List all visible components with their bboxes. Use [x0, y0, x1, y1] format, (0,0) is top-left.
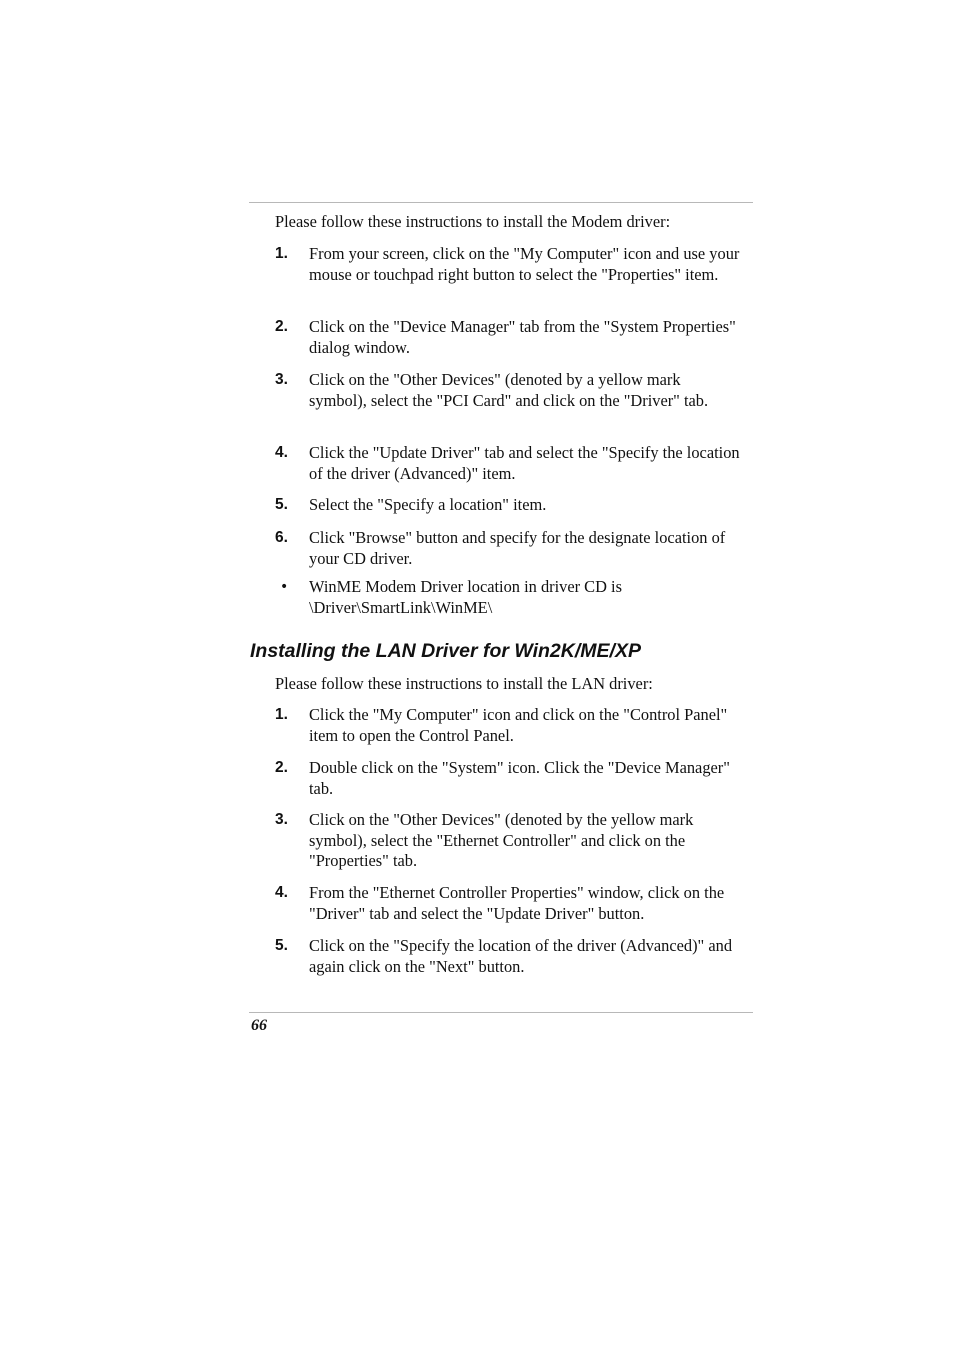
step-text: Click on the "Device Manager" tab from the "System Properties" dialog window.	[309, 317, 736, 357]
step-number: 1.	[275, 245, 288, 262]
step-text: From the "Ethernet Controller Properties" window, click on the "Driver" tab and select the "Update Driver" button.	[309, 883, 725, 923]
step-text: Double click on the "System" icon. Click the "Device Manager" tab.	[309, 758, 730, 798]
step-number: 2.	[275, 318, 288, 335]
step-number: 1.	[275, 706, 288, 723]
step-text: Click the "My Computer" icon and click on the "Control Panel" item to open the Control Panel.	[309, 705, 728, 745]
bullet-mark: •	[280, 579, 289, 595]
lan-intro: Please follow these instructions to install the LAN driver:	[275, 674, 653, 693]
step-number: 5.	[275, 937, 288, 954]
step-text: Click on the "Other Devices" (denoted by a yellow mark symbol), select the "PCI Card" and click on the "Driver" tab.	[309, 370, 709, 410]
step-number: 4.	[275, 884, 288, 901]
footer-rule	[249, 1012, 753, 1013]
step-number: 3.	[275, 811, 288, 828]
step-number: 3.	[275, 371, 288, 388]
step-text: Click "Browse" button and specify for the designate location of your CD driver.	[309, 528, 726, 568]
modem-intro: Please follow these instructions to install the Modem driver:	[275, 212, 671, 231]
step-text: From your screen, click on the "My Computer" icon and use your mouse or touchpad right button to select the "Properties" item.	[309, 244, 740, 284]
step-text: Click the "Update Driver" tab and select the "Specify the location of the driver (Advanced)" item.	[309, 443, 740, 483]
page-number: 66	[251, 1017, 267, 1034]
step-number: 4.	[275, 444, 288, 461]
step-number: 5.	[275, 496, 288, 513]
header-rule	[249, 202, 753, 203]
step-text: Click on the "Other Devices" (denoted by the yellow mark symbol), select the "Ethernet Controller" and click on the "Properties" tab.	[309, 810, 694, 870]
step-text: Click on the "Specify the location of the driver (Advanced)" and again click on the "Next" button.	[309, 936, 733, 976]
bullet-text: WinME Modem Driver location in driver CD is \Driver\SmartLink\WinME\	[309, 577, 622, 617]
step-text: Select the "Specify a location" item.	[309, 495, 547, 514]
step-number: 2.	[275, 759, 288, 776]
step-number: 6.	[275, 529, 288, 546]
section-heading: Installing the LAN Driver for Win2K/ME/XP	[250, 640, 641, 662]
